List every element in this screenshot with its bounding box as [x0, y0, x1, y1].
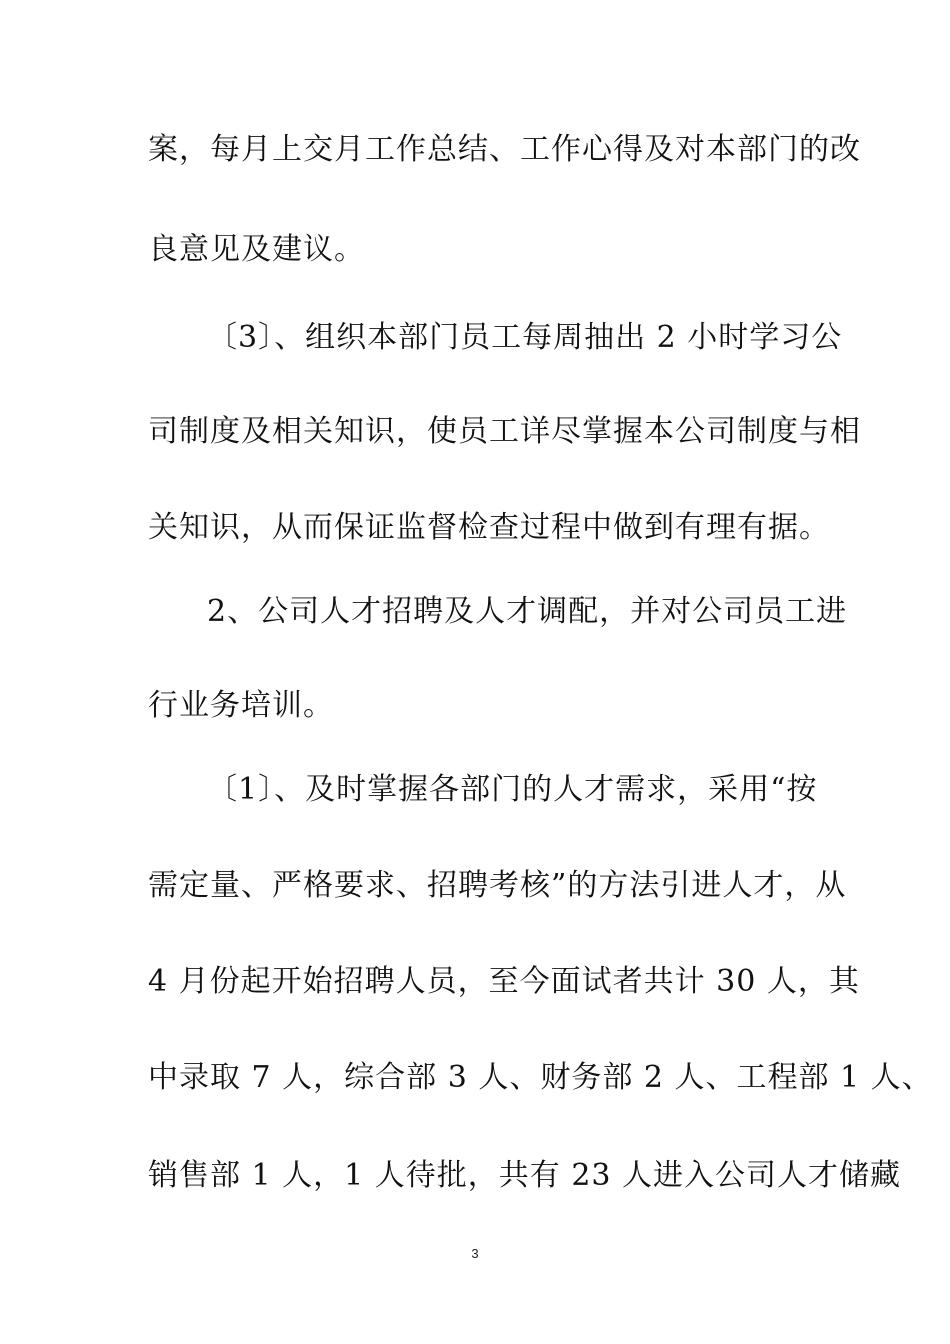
text-line-4: 司制度及相关知识，使员工详尽掌握本公司制度与相 [148, 414, 861, 449]
text-line-10: 4 月份起开始招聘人员，至今面试者共计 30 人，其 [148, 964, 860, 999]
text-line-12: 销售部 1 人，1 人待批，共有 23 人进入公司人才储藏 [148, 1158, 902, 1193]
text-line-1: 案，每月上交月工作总结、工作心得及对本部门的改 [148, 132, 861, 167]
text-line-11: 中录取 7 人，综合部 3 人、财务部 2 人、工程部 1 人、 [148, 1060, 933, 1095]
text-line-3: 〔3〕、组织本部门员工每周抽出 2 小时学习公 [207, 320, 843, 355]
text-line-6: 2、公司人才招聘及人才调配，并对公司员工进 [207, 594, 848, 629]
text-line-9: 需定量、严格要求、招聘考核”的方法引进人才，从 [148, 868, 847, 903]
text-line-8: 〔1〕、及时掌握各部门的人才需求，采用“按 [207, 772, 818, 807]
text-line-7: 行业务培训。 [148, 688, 334, 723]
text-line-5: 关知识，从而保证监督检查过程中做到有理有据。 [148, 510, 830, 545]
page-number: 3 [471, 1246, 479, 1261]
text-line-2: 良意见及建议。 [148, 232, 365, 267]
